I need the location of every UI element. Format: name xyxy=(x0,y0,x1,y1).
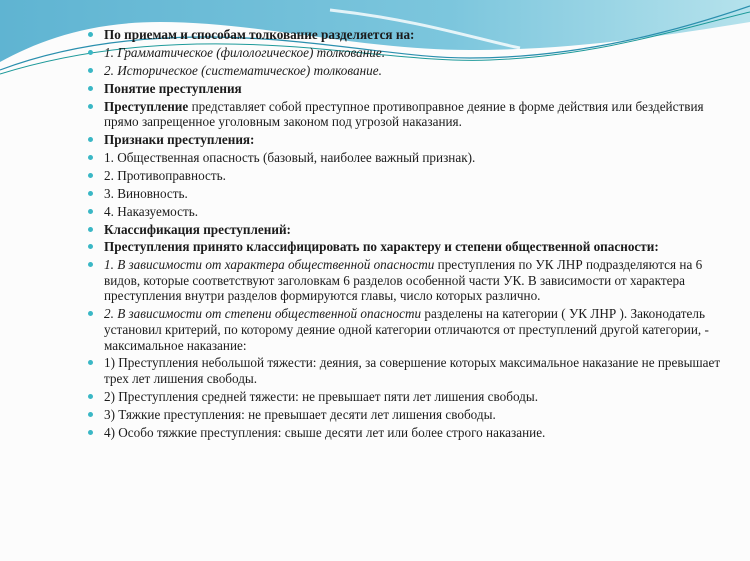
bullet-icon xyxy=(88,104,93,109)
bullet-icon xyxy=(88,32,93,37)
list-item: Признаки преступления: xyxy=(88,132,728,148)
list-item: 1) Преступления небольшой тяжести: деяния, за совершение которых максимальное наказание не превышает трех лет лишения свободы. xyxy=(88,355,728,386)
bullet-icon xyxy=(88,155,93,160)
bullet-icon xyxy=(88,360,93,365)
list-item: По приемам и способам толкование разделяется на: xyxy=(88,27,728,43)
bullet-icon xyxy=(88,412,93,417)
list-item: 1. Общественная опасность (базовый, наиболее важный признак). xyxy=(88,150,728,166)
bullet-icon xyxy=(88,394,93,399)
bullet-icon xyxy=(88,262,93,267)
list-item: Классификация преступлений: xyxy=(88,222,728,238)
list-item: 1. В зависимости от характера общественной опасности преступления по УК ЛНР подразделяются на 6 видов, которые соответствуют заголовкам 6 разделов особенной части УК. В зависимости от характера преступления внутри разделов формируются главы, число которых различно. xyxy=(88,257,728,304)
bullet-icon xyxy=(88,209,93,214)
list-item: 2. Историческое (систематическое) толкование. xyxy=(88,63,728,79)
list-item: Понятие преступления xyxy=(88,81,728,97)
list-item: 2. Противоправность. xyxy=(88,168,728,184)
bullet-icon xyxy=(88,227,93,232)
bullet-icon xyxy=(88,430,93,435)
list-item: 2. В зависимости от степени общественной опасности разделены на категории ( УК ЛНР ). Законодатель установил критерий, по которому деяние одной категории отличаются от преступлений другой категории, - максимальное наказание: xyxy=(88,306,728,353)
bullet-icon xyxy=(88,137,93,142)
bullet-icon xyxy=(88,191,93,196)
bullet-icon xyxy=(88,173,93,178)
bullet-list xyxy=(88,27,728,443)
bullet-icon xyxy=(88,50,93,55)
list-item: 4. Наказуемость. xyxy=(88,204,728,220)
bullet-icon xyxy=(88,244,93,249)
list-item: 2) Преступления средней тяжести: не превышает пяти лет лишения свободы. xyxy=(88,389,728,405)
bullet-icon xyxy=(88,86,93,91)
bullet-icon xyxy=(88,68,93,73)
list-item: 3) Тяжкие преступления: не превышает десяти лет лишения свободы. xyxy=(88,407,728,423)
list-item: Преступление представляет собой преступное противоправное деяние в форме действия или бездействия прямо запрещенное уголовным законом под угрозой наказания. xyxy=(88,99,728,130)
list-item: 4) Особо тяжкие преступления: свыше десяти лет или более строго наказание. xyxy=(88,425,728,441)
list-item: 3. Виновность. xyxy=(88,186,728,202)
list-item: 1. Грамматическое (филологическое) толкование. xyxy=(88,45,728,61)
bullet-icon xyxy=(88,311,93,316)
list-item: Преступления принято классифицировать по характеру и степени общественной опасности: xyxy=(88,239,728,255)
